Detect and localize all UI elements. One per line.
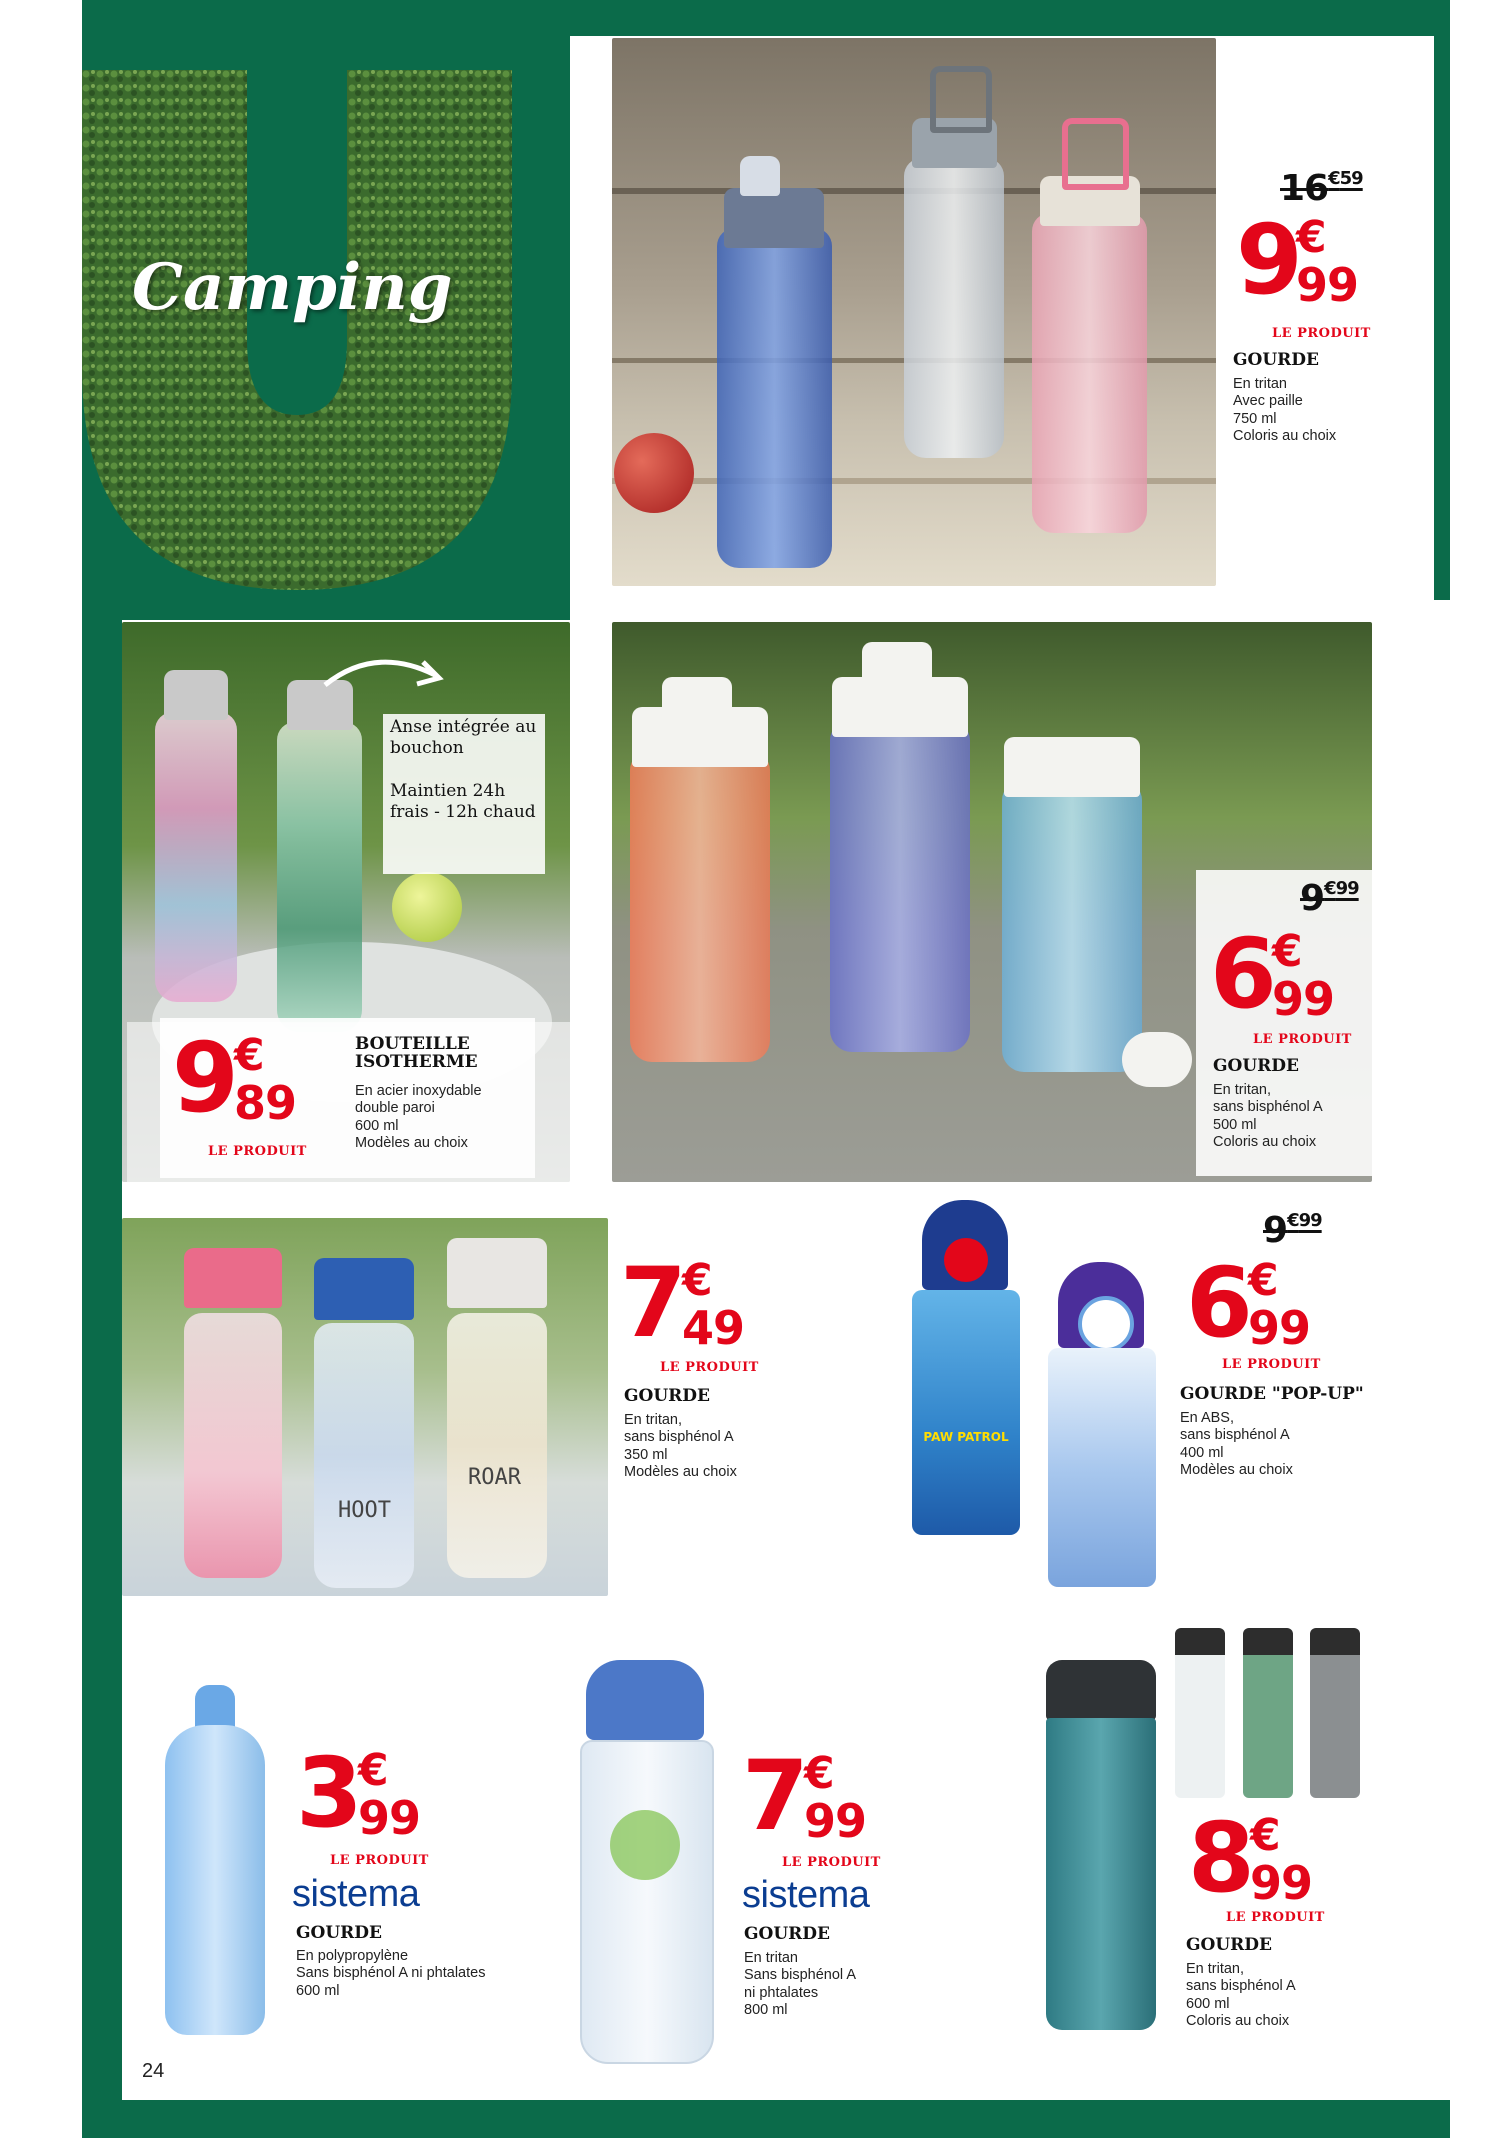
product-name: BOUTEILLE ISOTHERME	[355, 1034, 478, 1072]
unit-label: LE PRODUIT	[1272, 326, 1371, 341]
product-name: GOURDE	[1213, 1056, 1299, 1076]
sistema-bottle-clear	[580, 1660, 710, 2060]
unit-label: LE PRODUIT	[1253, 1032, 1352, 1047]
popup-bottle-frozen	[1048, 1262, 1156, 1587]
bottom-border	[82, 2100, 1450, 2138]
bottle-green-small	[1243, 1628, 1293, 1798]
left-column-band	[82, 600, 122, 2100]
photo-straw-bottles	[612, 38, 1216, 586]
unit-label: LE PRODUIT	[208, 1144, 307, 1159]
product-description: En tritan, sans bisphénol A 600 ml Coloris au choix	[1186, 1961, 1296, 2030]
section-title: Camping	[132, 250, 453, 325]
product-name: GOURDE	[744, 1924, 830, 1944]
unit-label: LE PRODUIT	[782, 1855, 881, 1870]
page-number: 24	[142, 2060, 165, 2082]
product-description: En tritan, sans bisphénol A 500 ml Coloris au choix	[1213, 1082, 1323, 1151]
sistema-bottle-light-blue	[165, 1685, 265, 2035]
hedge-u-logo	[82, 70, 512, 590]
price: 7 € 49	[620, 1247, 745, 1359]
bottle-print-roar: ROAR	[468, 1465, 521, 1490]
old-price: $9^{€99}$	[1300, 878, 1359, 919]
bottle-print-hoot: HOOT	[338, 1498, 391, 1523]
price: 6 € 99	[1210, 918, 1335, 1030]
product-description: En acier inoxydable double paroi 600 ml Modèles au choix	[355, 1083, 482, 1152]
paw-patrol-label: PAW PATROL	[923, 1430, 1009, 1444]
popup-bottle-paw-patrol	[912, 1200, 1020, 1535]
sistema-logo: sistema	[292, 1873, 420, 1915]
unit-label: LE PRODUIT	[660, 1360, 759, 1375]
product-name: GOURDE	[624, 1386, 710, 1406]
right-border	[1434, 0, 1450, 600]
product-name: GOURDE "POP-UP"	[1180, 1384, 1364, 1404]
product-description: En ABS, sans bisphénol A 400 ml Modèles au choix	[1180, 1410, 1293, 1479]
product-description: En tritan Avec paille 750 ml Coloris au choix	[1233, 376, 1337, 445]
old-price: $9^{€99}$	[1263, 1210, 1322, 1251]
photo-kids-bottles	[122, 1218, 608, 1596]
price: 9 € 99	[1236, 204, 1359, 316]
sistema-logo: sistema	[742, 1874, 870, 1916]
bottle-teal	[1046, 1660, 1156, 2030]
product-description: En tritan, sans bisphénol A 350 ml Modèles au choix	[624, 1412, 737, 1481]
product-name: GOURDE	[1233, 350, 1319, 370]
product-name: GOURDE	[1186, 1935, 1272, 1955]
unit-label: LE PRODUIT	[1226, 1910, 1325, 1925]
price: 9 € 89	[172, 1022, 297, 1134]
bottle-clear-small	[1175, 1628, 1225, 1798]
arrow-icon	[315, 640, 455, 700]
unit-label: LE PRODUIT	[1222, 1357, 1321, 1372]
bottle-grey-small	[1310, 1628, 1360, 1798]
unit-label: LE PRODUIT	[330, 1853, 429, 1868]
old-price: $16^{€59}$	[1280, 168, 1363, 209]
product-description: En tritan Sans bisphénol A ni phtalates 800 ml	[744, 1950, 857, 2019]
price: 7 € 99	[742, 1740, 867, 1852]
price: 6 € 99	[1186, 1247, 1311, 1359]
product-description: En polypropylène Sans bisphénol A ni phtalates 600 ml	[296, 1948, 486, 1999]
price: 3 € 99	[296, 1737, 421, 1849]
product-name: GOURDE	[296, 1923, 382, 1943]
price: 8 € 99	[1188, 1802, 1313, 1914]
feature-callout-text: Anse intégrée au bouchon Maintien 24h frais - 12h chaud	[390, 717, 537, 822]
